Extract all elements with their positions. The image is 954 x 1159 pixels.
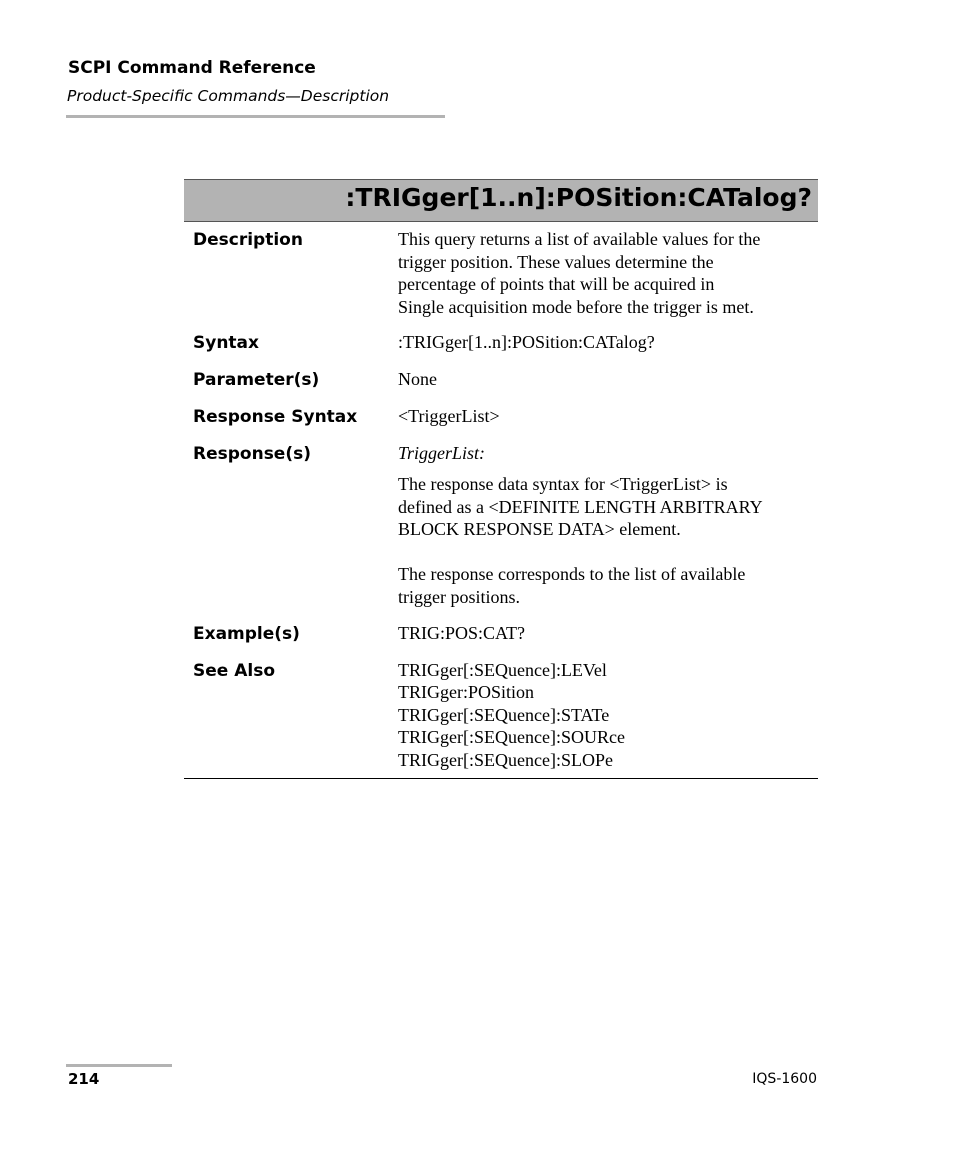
text-line: BLOCK RESPONSE DATA> element. [398,519,681,540]
text-line: The response corresponds to the list of available [398,564,746,585]
command-table [184,228,818,779]
see-also-item: TRIGger[:SEQuence]:LEVel [398,659,607,680]
row-label: Example(s) [193,623,300,644]
section-subtitle: Product-Specific Commands—Description [67,87,390,105]
row-description [184,228,818,318]
text-line: This query returns a list of available values for the [398,229,761,249]
product-name: IQS-1600 [752,1071,817,1087]
row-parameters [184,368,818,392]
footer-rule [66,1064,172,1067]
see-also-item: TRIGger[:SEQuence]:SOURce [398,727,625,748]
command-title-bar [184,179,818,222]
text-line: defined as a <DEFINITE LENGTH ARBITRARY [398,496,763,517]
row-label: See Also [193,660,276,681]
row-see-also [184,659,818,772]
response-syntax-value: <TriggerList> [398,406,500,427]
responses-text [398,442,818,608]
text-line: Single acquisition mode before the trigger is met. [398,296,754,317]
row-label: Parameter(s) [193,370,320,391]
row-label: Syntax [193,333,259,354]
text-line: The response data syntax for <TriggerList> is [398,473,728,494]
row-label: Description [193,230,303,250]
row-responses [184,442,818,608]
page-number: 214 [68,1070,100,1088]
description-text [398,228,818,318]
see-also-list [398,659,818,772]
row-response-syntax [184,405,818,429]
row-label: Response(s) [193,444,311,465]
see-also-item: TRIGger[:SEQuence]:SLOPe [398,749,613,770]
text-line: trigger position. These values determine the [398,251,714,272]
response-param-name: TriggerList: [398,443,486,464]
command-title: :TRIGger[1..n]:POSition:CATalog? [345,183,812,212]
see-also-item: TRIGger[:SEQuence]:STATe [398,704,610,725]
section-title: SCPI Command Reference [68,58,316,78]
row-examples [184,622,818,646]
header-rule [66,115,445,118]
row-syntax [184,331,818,355]
parameters-value: None [398,369,437,390]
syntax-value: :TRIGger[1..n]:POSition:CATalog? [398,332,655,353]
see-also-item: TRIGger:POSition [398,682,535,703]
row-label: Response Syntax [193,407,358,428]
text-line: trigger positions. [398,586,520,607]
text-line: percentage of points that will be acquired in [398,274,715,295]
examples-value: TRIG:POS:CAT? [398,622,526,643]
